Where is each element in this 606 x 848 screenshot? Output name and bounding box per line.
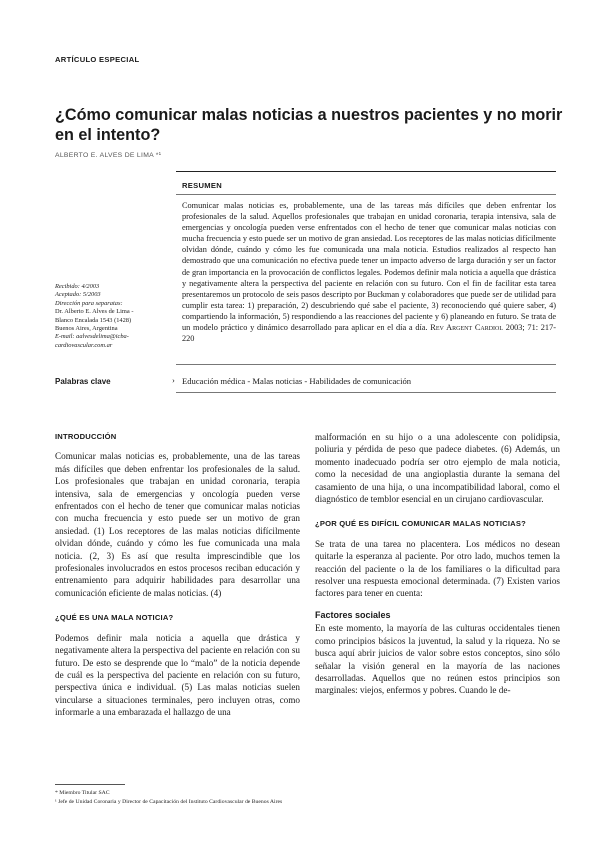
address-label: Dirección para separatas:: [55, 299, 123, 307]
keywords-rule: [176, 364, 556, 365]
received-date: Recibido: 4/2003: [55, 283, 100, 290]
address-line: Dr. Alberto E. Alves de Lima -: [55, 308, 134, 316]
footnote: * Miembro Titular SAC: [55, 790, 110, 796]
citation-journal: Rev Argent Cardiol: [430, 323, 504, 333]
email-line: E-mail: aalvesdelima@icba-: [55, 333, 129, 341]
abstract: [182, 200, 556, 344]
section-label: ARTÍCULO ESPECIAL: [55, 55, 140, 64]
keywords-label: Palabras clave: [55, 377, 111, 386]
authors: ALBERTO E. ALVES DE LIMA *¹: [55, 152, 162, 159]
keywords-bottom-rule: [176, 392, 556, 393]
section-heading-why-difficult: ¿POR QUÉ ES DIFÍCIL COMUNICAR MALAS NOTICIAS?: [315, 519, 526, 529]
abstract-text: Comunicar malas noticias es, probablemente, una de las tareas más difíciles que deben enfrentar los profesionales de la salud. Aquellos profesionales que trabajan en unidad coronaria, terapia intensiva, sala de emergencias y oncología pueden verse enfrentados con el hecho de tener que comunicar malas noticias con mucha frecuencia y esto puede ser un motivo de gran ansiedad. Los receptores de las malas noticias difícilmente olvidan dónde, cuándo y cómo les fue comunicada una mala noticia. Estudios realizados al respecto han demostrado que una comunicación no efectiva puede tener un impacto adverso de larga duración y ser un factor de gran importancia en la provocación de conflictos legales. Podemos definir mala noticia a aquella que drástica y negativamente altera la perspectiva del paciente en relación con su futuro. Con el fin de facilitar esta tarea presentaremos un protocolo de seis pasos descripto por Buckman y colaboradores que puede ser de utilidad para cumplir esta tarea: 1) preparación, 2) descubriendo qué sabe el paciente, 3) reconociendo qué quiere saber, 4) compartiendo la información, 5) respondiendo a las reacciones del paciente y 6) planeando en futuro. Se trata de un modelo práctico y dinámico desarrollado para aplicar en el día a día.: [182, 201, 556, 333]
abstract-heading-rule: [176, 194, 556, 195]
address-line: Blanco Encalada 1543 (1428): [55, 316, 132, 324]
left-column: [55, 431, 300, 719]
footnote-rule: [55, 784, 125, 785]
paragraph: malformación en su hijo o a una adolescente con polidipsia, poliuria y pérdida de peso que padece diabetes. (6) Además, un momento inadecuado podría ser otro ejemplo de mala noticia, como la necesidad de una angioplastia durante la semana del casamiento de una hija, o una incompatibilidad laboral, como el diagnóstico de temblor esencial en un cirujano cardiovascular.: [315, 432, 560, 505]
paragraph: Podemos definir mala noticia a aquella que drástica y negativamente altera la perspectiva del paciente en relación con su futuro. De esto se desprende que lo “malo” de la noticia depende de cuál es la perspectiva del paciente en relación con su futuro, perspectiva única e individual. (5) Las malas noticias suelen vincularse a situaciones terminales, pero incluyen otras, como informarle a una embarazada el hallazgo de una: [55, 632, 300, 718]
section-heading-introduction: INTRODUCCIÓN: [55, 432, 117, 441]
article-metadata: [55, 283, 170, 350]
email-line: cardiovascular.com.ar: [55, 341, 113, 349]
section-heading-what-is: ¿QUÉ ES UNA MALA NOTICIA?: [55, 613, 174, 623]
accepted-date: Aceptado: 5/2003: [55, 291, 101, 299]
address-line: Buenos Aires, Argentina: [55, 325, 118, 333]
footnotes: [55, 789, 555, 807]
subsection-heading-social: Factores sociales: [315, 609, 391, 620]
abstract-heading: RESUMEN: [182, 181, 223, 190]
paragraph: En este momento, la mayoría de las culturas occidentales tienen como principios básicos la juventud, la salud y la riqueza. No se busca aquí abrir juicios de valor sobre estos conceptos, sino sólo señalar la visión general en la mayoría de las naciones desarrolladas. Aquellos que no reúnen estos principios son marginales: viejos, enfermos y pobres. Cuando le de-: [315, 623, 560, 696]
article-title: ¿Cómo comunicar malas noticias a nuestros pacientes y no morir en el intento?: [55, 106, 563, 144]
paragraph: Comunicar malas noticias es, probablemente, una de las tareas más difíciles que deben enfrentar los profesionales de la salud. Los profesionales que trabajan en unidad coronaria, terapia intensiva, sala de emergencias y oncología pueden verse enfrentados con el hecho de tener que comunicar malas noticias con mucha frecuencia y esto puede ser un motivo de gran ansiedad. (1) Los receptores de las malas noticias difícilmente olvidan dónde, cuándo y cómo les fue comunicada una mala noticia. (2, 3) Es así que resulta imprescindible que los profesionales involucrados en estos procesos reciban educación y entrenamiento para adquirir habilidades para desarrollar una comunicación eficiente de malas noticias. (4): [55, 451, 300, 598]
right-column: [315, 431, 560, 697]
citation-details: 2003; 71: 217-220: [182, 323, 556, 344]
keywords-text: Educación médica - Malas noticias - Habilidades de comunicación: [182, 376, 412, 386]
footnote: ¹ Jefe de Unidad Coronaria y Director de Capacitación del Instituto Cardiovascular de Buenos Aires: [55, 799, 283, 805]
keywords-arrow-icon: ›: [172, 375, 175, 385]
paragraph: Se trata de una tarea no placentera. Los médicos no desean quitarle la esperanza al paciente. Por otro lado, muchos temen la reacción del paciente o la de los familiares o la dificultad para resolver una respuesta emocional determinada. (7) Existen varios factores para tener en cuenta:: [315, 538, 560, 599]
abstract-top-rule: [176, 171, 556, 172]
